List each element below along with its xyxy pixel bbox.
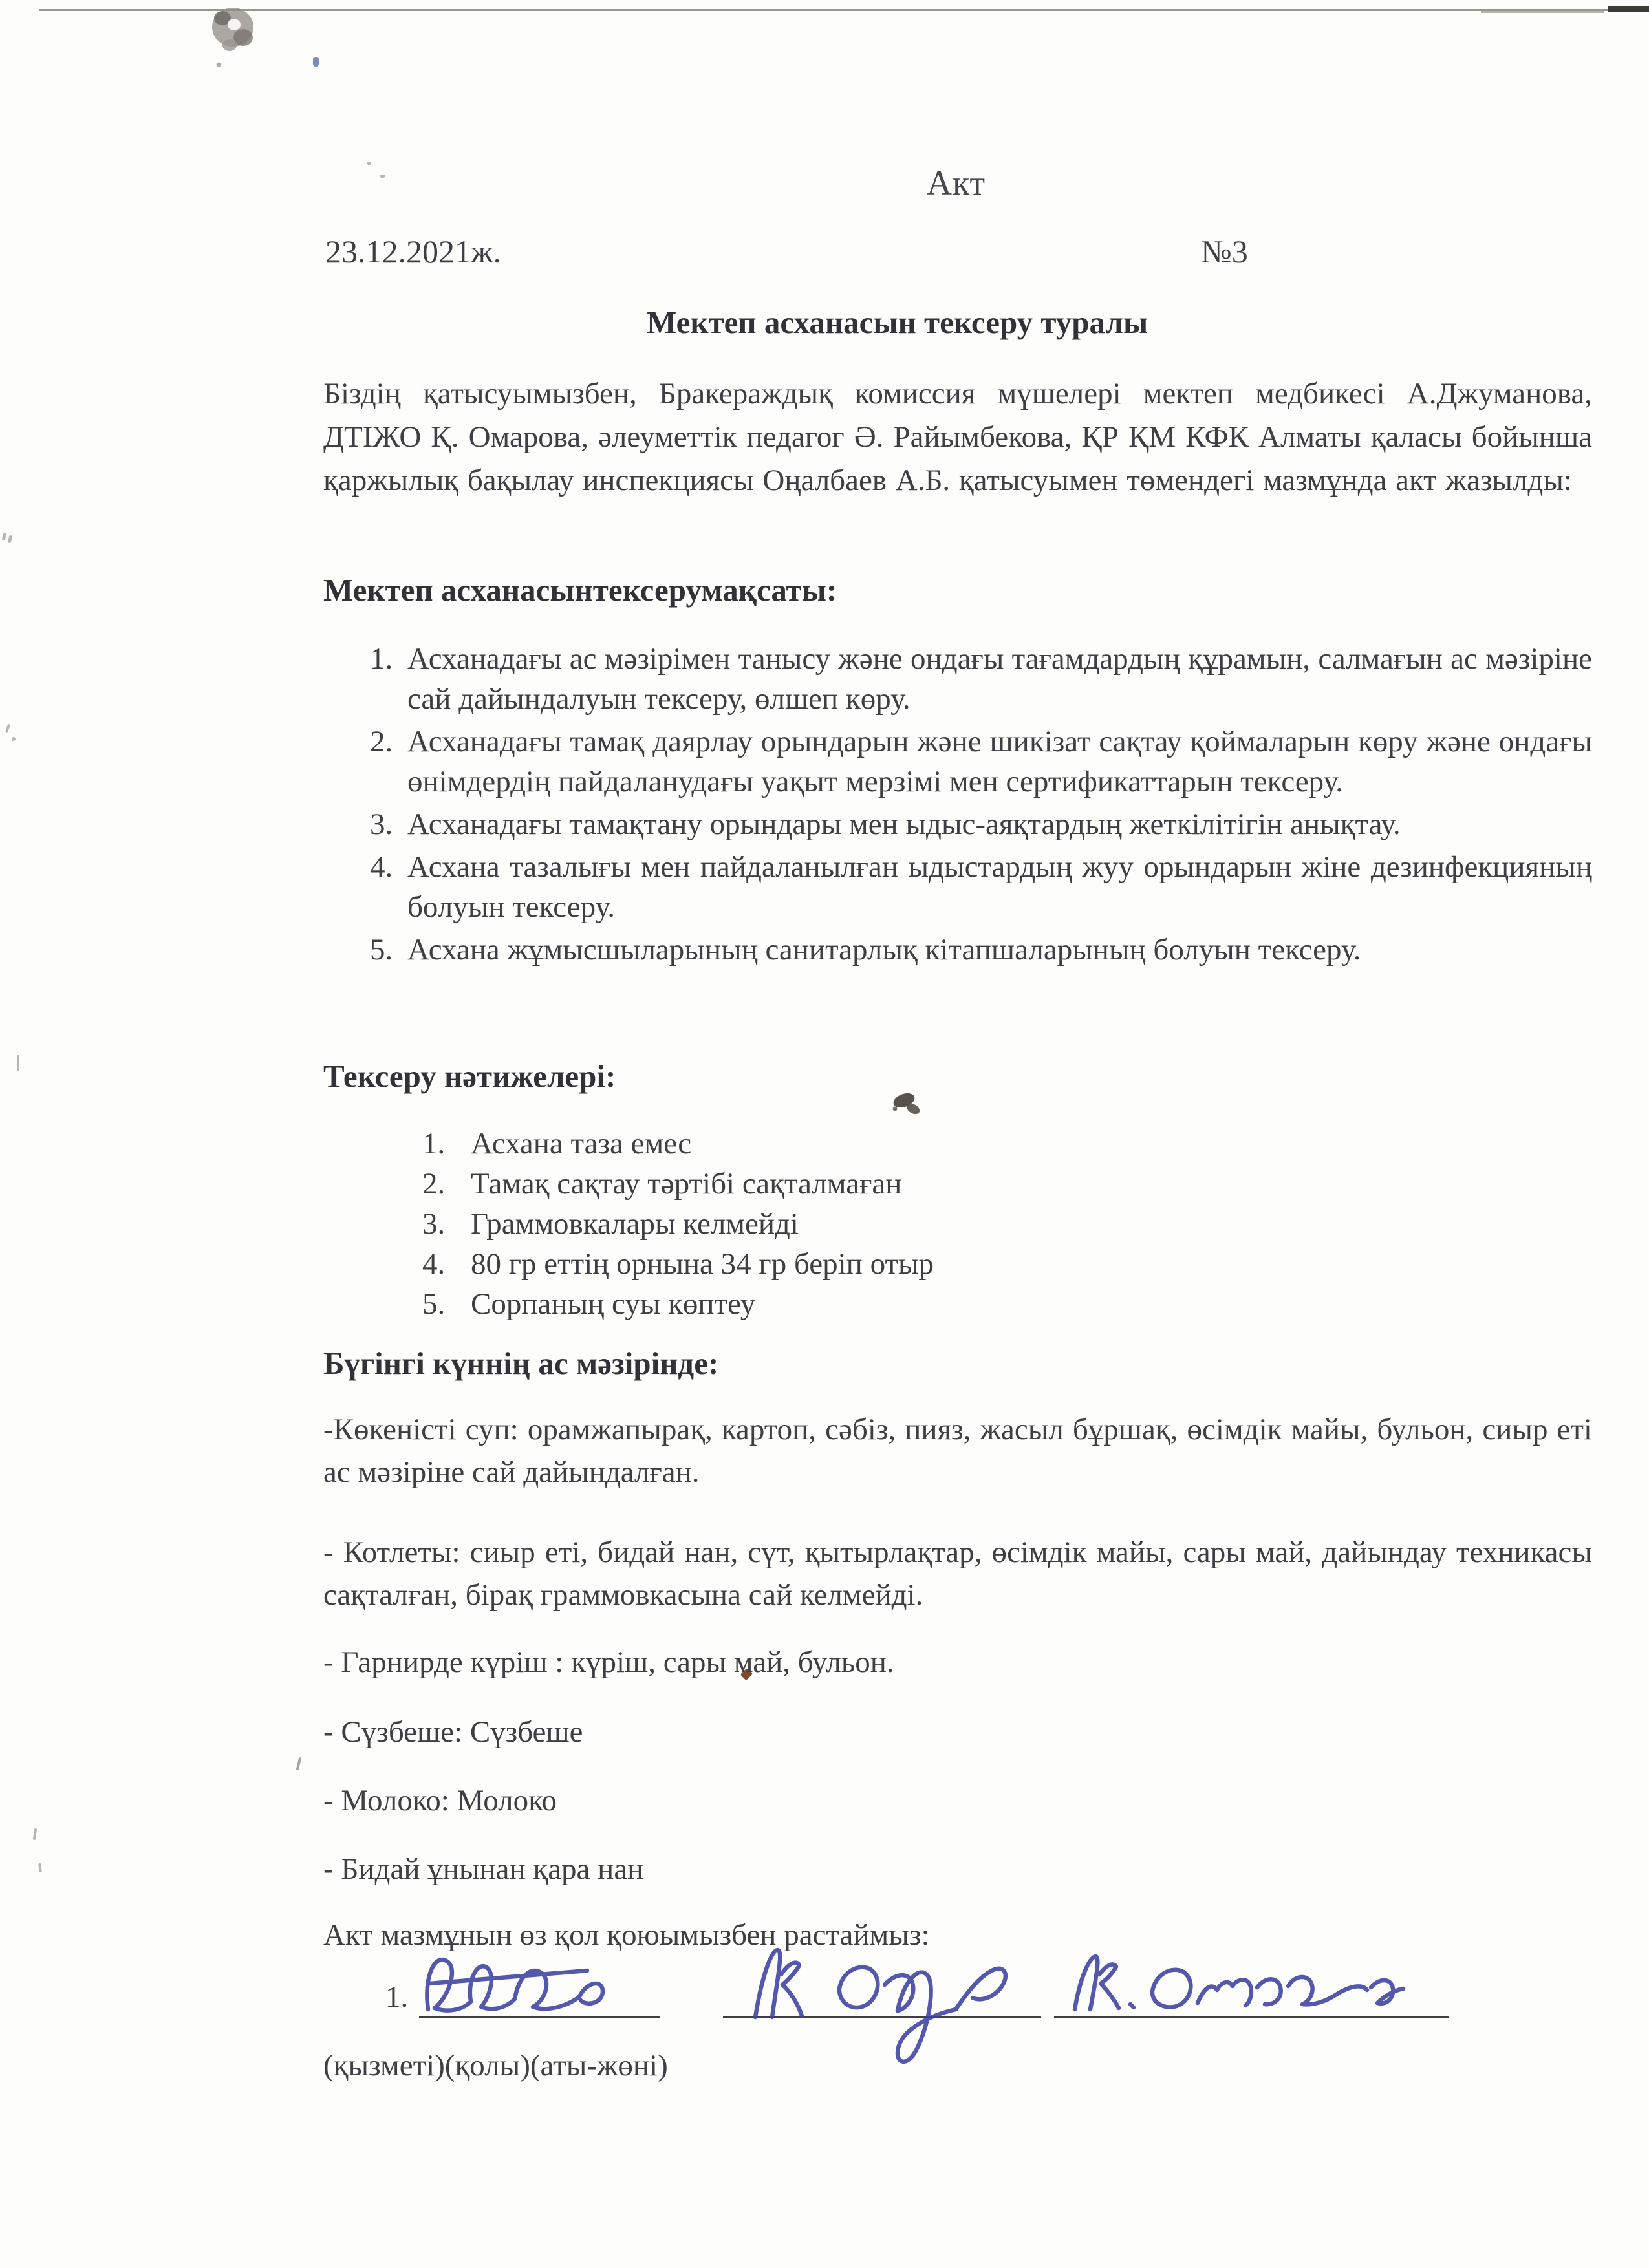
list-number: 2. — [370, 725, 393, 758]
scan-edge-dash — [1481, 11, 1604, 13]
list-number: 3. — [370, 808, 393, 841]
margin-speck — [12, 737, 16, 741]
list-number: 2. — [422, 1167, 446, 1201]
signature-handwriting-2 — [755, 1950, 1006, 2062]
list-text: 80 гр еттің орнына 34 гр беріп отыр — [471, 1247, 934, 1281]
results-heading: Тексеру нәтижелері: — [323, 1058, 616, 1094]
list-text: Асхана жұмысшыларының санитарлық кітапшаларының болуын тексеру. — [407, 933, 1361, 967]
purpose-list — [370, 639, 1592, 972]
document-number: №3 — [1201, 233, 1248, 270]
menu-line-bread: - Бидай ұнынан қара нан — [323, 1852, 644, 1886]
margin-speck — [5, 724, 10, 733]
list-number: 1. — [370, 642, 393, 676]
list-item — [422, 1204, 1593, 1244]
signature-caption: (қызметі)(қолы)(аты-жөні) — [323, 2049, 668, 2082]
results-list — [422, 1124, 1593, 1324]
list-item — [422, 1124, 1593, 1164]
list-text: Асханадағы тамақтану орындары мен ыдыс-аяқтардың жеткілітігін анықтау. — [407, 808, 1401, 841]
margin-speck — [8, 535, 13, 544]
list-number: 5. — [422, 1287, 446, 1321]
list-item — [422, 1164, 1593, 1204]
menu-line-moloko: - Молоко: Молоко — [323, 1784, 557, 1817]
intro-paragraph: Біздің қатысуымызбен, Бракераждық комиссия мүшелері мектеп медбикесі А.Джуманова, ДТІЖО Қ. Омарова, әлеуметтік педагог Ә. Райымбекова, ҚР ҚМ КФК Алматы қаласы бойынша қаржылық бақылау инспекциясы Оңалбаев А.Б. қатысуымен төмендегі мазмұнда акт жазылды: — [323, 377, 1592, 497]
confirmation-text: Акт мазмұнын өз қол қоюымызбен растаймыз: — [323, 1918, 930, 1952]
list-number: 1. — [422, 1127, 446, 1161]
signature-handwriting-3 — [1075, 1956, 1403, 2009]
list-number: 4. — [422, 1247, 446, 1281]
menu-line-suzbeshe: - Сүзбеше: Сүзбеше — [323, 1715, 583, 1749]
gray-speck — [367, 162, 371, 165]
list-text: Сорпаның суы көптеу — [471, 1287, 756, 1321]
margin-speck — [2, 533, 7, 541]
list-item — [370, 930, 1592, 970]
document-date: 23.12.2021ж. — [325, 233, 502, 270]
list-item — [370, 804, 1592, 844]
apostrophe-artifact — [296, 1757, 302, 1770]
menu-line-garnish: - Гарнирде күріш : күріш, сары май, бульон. — [323, 1645, 894, 1679]
list-text: Граммовкалары келмейді — [471, 1207, 799, 1241]
menu-line-kotlety: - Котлеты: сиыр еті, бидай нан, сүт, қытырлақтар, өсімдік майы, сары май, дайындау техникасы сақталған, бірақ граммовкасына сай келмейді. — [323, 1535, 1592, 1612]
margin-speck — [33, 1828, 37, 1840]
list-item — [422, 1284, 1593, 1324]
list-text: Асханадағы ас мәзірімен танысу және ондағы тағамдардың құрамын, салмағын ас мәзіріне сай дайындалуын тексеру, өлшеп көру. — [407, 642, 1592, 716]
list-item — [370, 847, 1592, 927]
list-number: 5. — [370, 933, 393, 967]
list-text: Асхана таза емес — [471, 1127, 692, 1161]
signature-handwriting-1 — [427, 1960, 603, 2011]
menu-line-soup: -Көкеністі суп: орамжапырақ, картоп, сәбіз, пияз, жасыл бұршақ, өсімдік майы, бульон, сиыр еті ас мәзіріне сай дайындалған. — [323, 1413, 1592, 1489]
margin-speck — [17, 1055, 19, 1071]
list-text: Тамақ сақтау тәртібі сақталмаған — [471, 1167, 902, 1201]
ink-smudge-top — [194, 0, 285, 78]
list-text: Асханадағы тамақ даярлау орындарын және шикізат сақтау қоймаларын көру және ондағы өнімдердің пайдаланудағы уақыт мерзімі мен сертификаттарын тексеру. — [407, 725, 1592, 798]
list-item — [370, 722, 1592, 802]
list-text: Асхана тазалығы мен пайдаланылған ыдыстардың жуу орындарын жіне дезинфекцияның болуын тексеру. — [407, 850, 1592, 924]
ink-mark-results — [879, 1083, 938, 1128]
list-number: 4. — [370, 850, 393, 884]
gray-speck — [380, 175, 385, 178]
list-item — [422, 1244, 1593, 1284]
document-title: Акт — [927, 164, 986, 202]
signature-index: 1. — [385, 1980, 409, 2014]
list-item — [370, 639, 1592, 719]
blue-speck — [313, 57, 319, 67]
purpose-heading: Мектеп асханасынтексерумақсаты: — [323, 572, 837, 608]
subject-heading: Мектеп асханасын тексеру туралы — [647, 305, 1148, 340]
scan-edge-dark-cap — [1608, 6, 1649, 12]
menu-heading: Бүгінгі күннің ас мәзірінде: — [323, 1345, 719, 1381]
margin-speck — [38, 1863, 41, 1872]
list-number: 3. — [422, 1207, 446, 1241]
